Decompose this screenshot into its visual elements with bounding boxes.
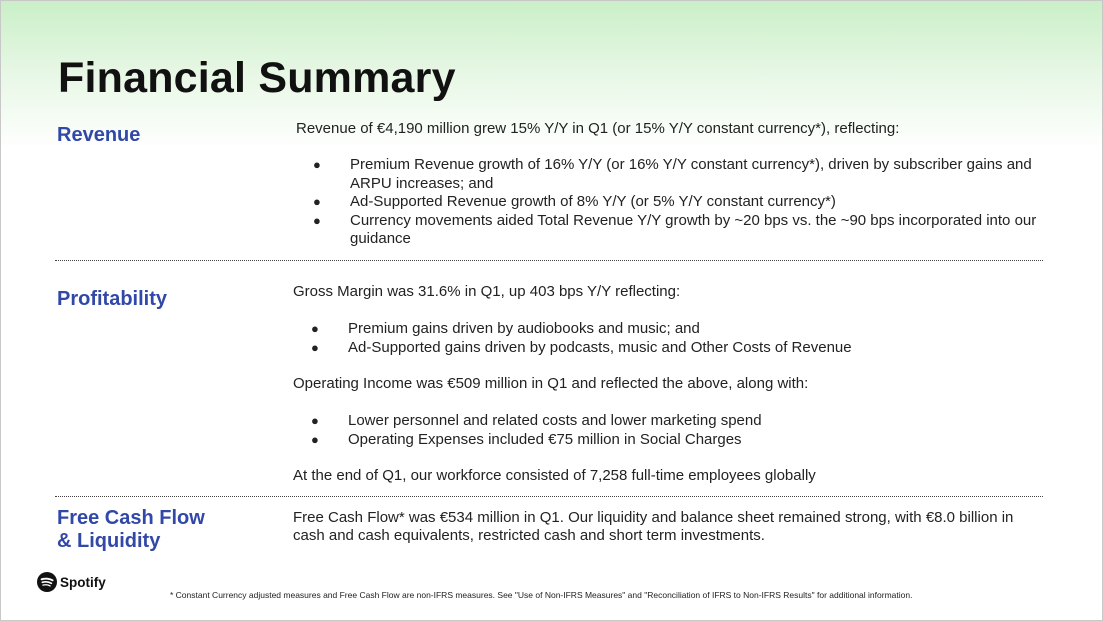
operating-income-text: Operating Income was €509 million in Q1 and reflected the above, along with: xyxy=(293,375,809,392)
list-item: ● Ad-Supported gains driven by podcasts, music and Other Costs of Revenue xyxy=(311,338,852,356)
list-item: ● Premium Revenue growth of 16% Y/Y (or 16% Y/Y constant currency*), driven by subscriber gains and ARPU increases; and xyxy=(313,156,1032,192)
operating-income-bullet-list xyxy=(311,412,1056,449)
list-item: ● Currency movements aided Total Revenue Y/Y growth by ~20 bps vs. the ~90 bps incorporated into our guidance xyxy=(313,211,1037,247)
spotify-logo xyxy=(37,572,106,592)
gross-margin-text: Gross Margin was 31.6% in Q1, up 403 bps Y/Y reflecting: xyxy=(293,283,681,300)
page-title: Financial Summary xyxy=(58,54,456,102)
fcf-heading-line1: Free Cash Flow xyxy=(57,507,205,529)
workforce-text: At the end of Q1, our workforce consisted of 7,258 full-time employees globally xyxy=(293,467,816,484)
revenue-intro: Revenue of €4,190 million grew 15% Y/Y in Q1 (or 15% Y/Y constant currency*), reflecting: xyxy=(296,120,900,137)
fcf-heading-line2: & Liquidity xyxy=(57,530,161,552)
profitability-heading: Profitability xyxy=(57,288,168,310)
bullet-icon: ● xyxy=(311,339,319,355)
list-item: ● Premium gains driven by audiobooks and music; and xyxy=(311,320,700,337)
list-item: ● Ad-Supported Revenue growth of 8% Y/Y (or 5% Y/Y constant currency*) xyxy=(313,193,836,210)
revenue-bullet-list xyxy=(313,156,1058,249)
logo-text: Spotify xyxy=(60,574,106,590)
bullet-icon: ● xyxy=(311,413,319,428)
fcf-heading xyxy=(57,507,257,553)
section-divider xyxy=(55,260,1043,261)
bullet-icon: ● xyxy=(313,212,321,228)
section-divider xyxy=(55,496,1043,497)
list-item: ● Lower personnel and related costs and lower marketing spend xyxy=(311,412,762,429)
bullet-icon: ● xyxy=(313,194,321,209)
gross-margin-bullet-list xyxy=(311,320,1056,357)
list-item: ● Operating Expenses included €75 million in Social Charges xyxy=(311,430,742,448)
footnote: * Constant Currency adjusted measures and Free Cash Flow are non-IFRS measures. See "Use of Non-IFRS Measures" and "Reconciliation of IFRS to Non-IFRS Results" for additional information. xyxy=(170,590,913,600)
revenue-heading: Revenue xyxy=(57,124,141,146)
bullet-icon: ● xyxy=(313,157,321,172)
bullet-icon: ● xyxy=(311,431,319,447)
fcf-text: Free Cash Flow* was €534 million in Q1. Our liquidity and balance sheet remained strong, with €8.0 billion in cash and cash equivalents, restricted cash and short term investments. xyxy=(293,509,1014,544)
bullet-icon: ● xyxy=(311,321,319,336)
spotify-icon xyxy=(37,572,57,592)
